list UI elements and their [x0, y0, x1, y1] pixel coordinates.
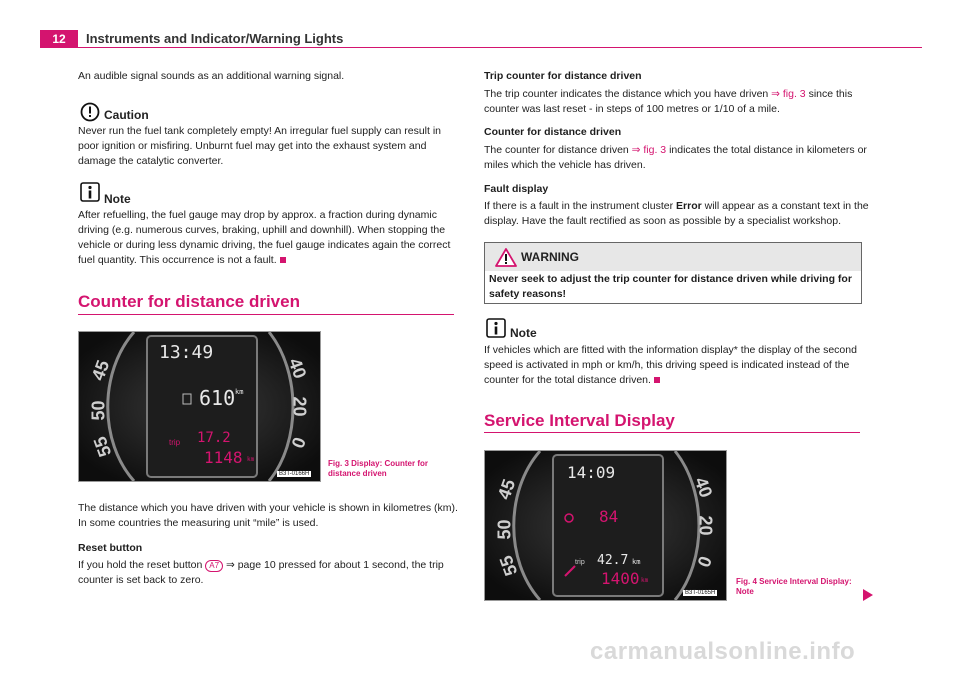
note1-text: [78, 208, 458, 268]
note2-body: If vehicles which are fitted with the information display* the display of the second speed is activated in mph or km/h, this driving speed is indicated instead of the counter for the total distance driven.: [484, 344, 857, 386]
trip-text-c: counter was last reset - in steps of 100 metres or 1/10 of a mile.: [484, 103, 780, 115]
fault-text-a: If there is a fault in the instrument cluster: [484, 200, 674, 212]
trip-text-a: The trip counter indicates the distance which you have driven: [484, 88, 769, 100]
counter-fig-link[interactable]: ⇒ fig. 3: [631, 144, 667, 156]
fault-line-1: [484, 199, 869, 214]
intro-text: An audible signal sounds as an additional warning signal.: [78, 70, 345, 82]
fig4-dial-left-2: 50: [494, 519, 515, 540]
warning-triangle-icon: [495, 248, 517, 272]
trip-fig-link[interactable]: ⇒ fig. 3: [771, 88, 806, 100]
fig3-odo-unit: km: [247, 456, 255, 463]
figure-3: [78, 331, 321, 482]
fig3-dial-right-3: 0: [287, 434, 310, 451]
counter-text-c: miles which the vehicle has driven.: [484, 159, 646, 171]
fig3-code: B3T-0166H: [279, 471, 310, 477]
caution-title: Caution: [104, 108, 149, 122]
fig4-dial-right-3: 0: [693, 553, 716, 570]
end-marker: [280, 257, 286, 263]
fig3-dial-left-1: 45: [87, 357, 114, 384]
fig4-km-unit: km: [632, 558, 641, 566]
end-marker: [654, 377, 660, 383]
reset-line: [78, 558, 458, 573]
fig4-code: B3T-0165H: [685, 590, 716, 596]
fig3-dial-left-3: 55: [89, 433, 116, 460]
watermark: carmanualsonline.info: [590, 638, 856, 665]
note2-text: [484, 343, 864, 388]
fault-heading: Fault display: [484, 183, 549, 195]
page-title: Instruments and Indicator/Warning Lights: [86, 31, 344, 46]
note1-body: After refuelling, the fuel gauge may drop by approx. a fraction during dynamic driving (e.g. numerous curves, braking, uphill and downhill). When stopping the vehicle or during less dynamic driving, the fuel gauge indicates again the correct fuel quantity. This occurrence is not a fault.: [78, 209, 451, 266]
fig4-service-value: 84: [599, 507, 619, 526]
trip-heading: Trip counter for distance driven: [484, 70, 642, 82]
fig3-temp: 610: [199, 386, 236, 410]
fig4-trip-value: 42.7: [597, 553, 629, 568]
counter-heading: Counter for distance driven: [484, 126, 622, 138]
fig3-trip-label: trip: [169, 438, 181, 447]
section-title-counter: Counter for distance driven: [78, 292, 300, 311]
fault-text-c: display. Have the fault rectified as soon as possible by a specialist workshop.: [484, 215, 841, 227]
para-distance: The distance which you have driven with your vehicle is shown in kilometres (km). In some countries the measuring unit “mile” is used.: [78, 502, 458, 529]
fig4-dial-left-1: 45: [493, 476, 520, 503]
fault-word: Error: [676, 200, 702, 212]
fig3-trip-value: 17.2: [197, 430, 231, 446]
reset-text-b: ⇒ page 10 pressed for about 1 second, the trip: [225, 559, 444, 571]
section-rule-2: [484, 432, 860, 433]
warning-title: WARNING: [521, 250, 579, 264]
reset-button-marker: A7: [205, 560, 223, 572]
caution-text: Never run the fuel tank completely empty! An irregular fuel supply can result in poor ignition or misfiring. Unburnt fuel may get into the exhaust system and damage the catalytic converter.: [78, 125, 442, 167]
fig3-dial-right-2: 20: [289, 396, 310, 417]
trip-line-1: [484, 87, 864, 102]
note-icon: [80, 182, 100, 207]
fig4-odo-unit: km: [641, 577, 649, 584]
fig4-odo-value: 1400: [601, 569, 640, 588]
counter-line-1: [484, 143, 867, 158]
reset-text-a: If you hold the reset button: [78, 559, 203, 571]
reset-heading: Reset button: [78, 542, 143, 554]
fig4-trip-label: trip: [575, 559, 585, 566]
warning-text: Never seek to adjust the trip counter for distance driven while driving for safety reasons!: [489, 273, 852, 300]
fig4-caption: Fig. 4 Service Interval Display: Note: [736, 577, 852, 596]
fig4-dial-left-3: 55: [495, 552, 522, 579]
warning-box: [484, 242, 862, 304]
fig4-dial-right-1: 40: [690, 474, 717, 501]
note1-title: Note: [104, 192, 131, 206]
trip-text-b: since this: [808, 88, 853, 100]
fig4-dial-right-2: 20: [695, 515, 716, 536]
fig3-dial-left-2: 50: [88, 400, 109, 421]
page-number: 12: [40, 30, 78, 48]
fig4-time: 14:09: [567, 463, 616, 482]
fig3-odo-value: 1148: [204, 448, 243, 467]
note2-icon: [486, 318, 506, 343]
fig3-dial-right-1: 40: [284, 355, 311, 382]
fig3-km-unit: km: [235, 388, 244, 396]
figure-4: [484, 450, 727, 601]
section-rule: [78, 314, 454, 315]
next-page-arrow-icon[interactable]: [862, 588, 874, 607]
fig3-time: 13:49: [159, 342, 214, 363]
counter-text-b: indicates the total distance in kilometers or: [669, 144, 867, 156]
note2-title: Note: [510, 326, 537, 340]
section-title-service: Service Interval Display: [484, 411, 675, 430]
fault-text-b: will appear as a constant text in the: [704, 200, 869, 212]
reset-text-c: counter is set back to zero.: [78, 574, 204, 586]
fig3-caption: Fig. 3 Display: Counter for distance driven: [328, 459, 429, 478]
counter-text-a: The counter for distance driven: [484, 144, 629, 156]
